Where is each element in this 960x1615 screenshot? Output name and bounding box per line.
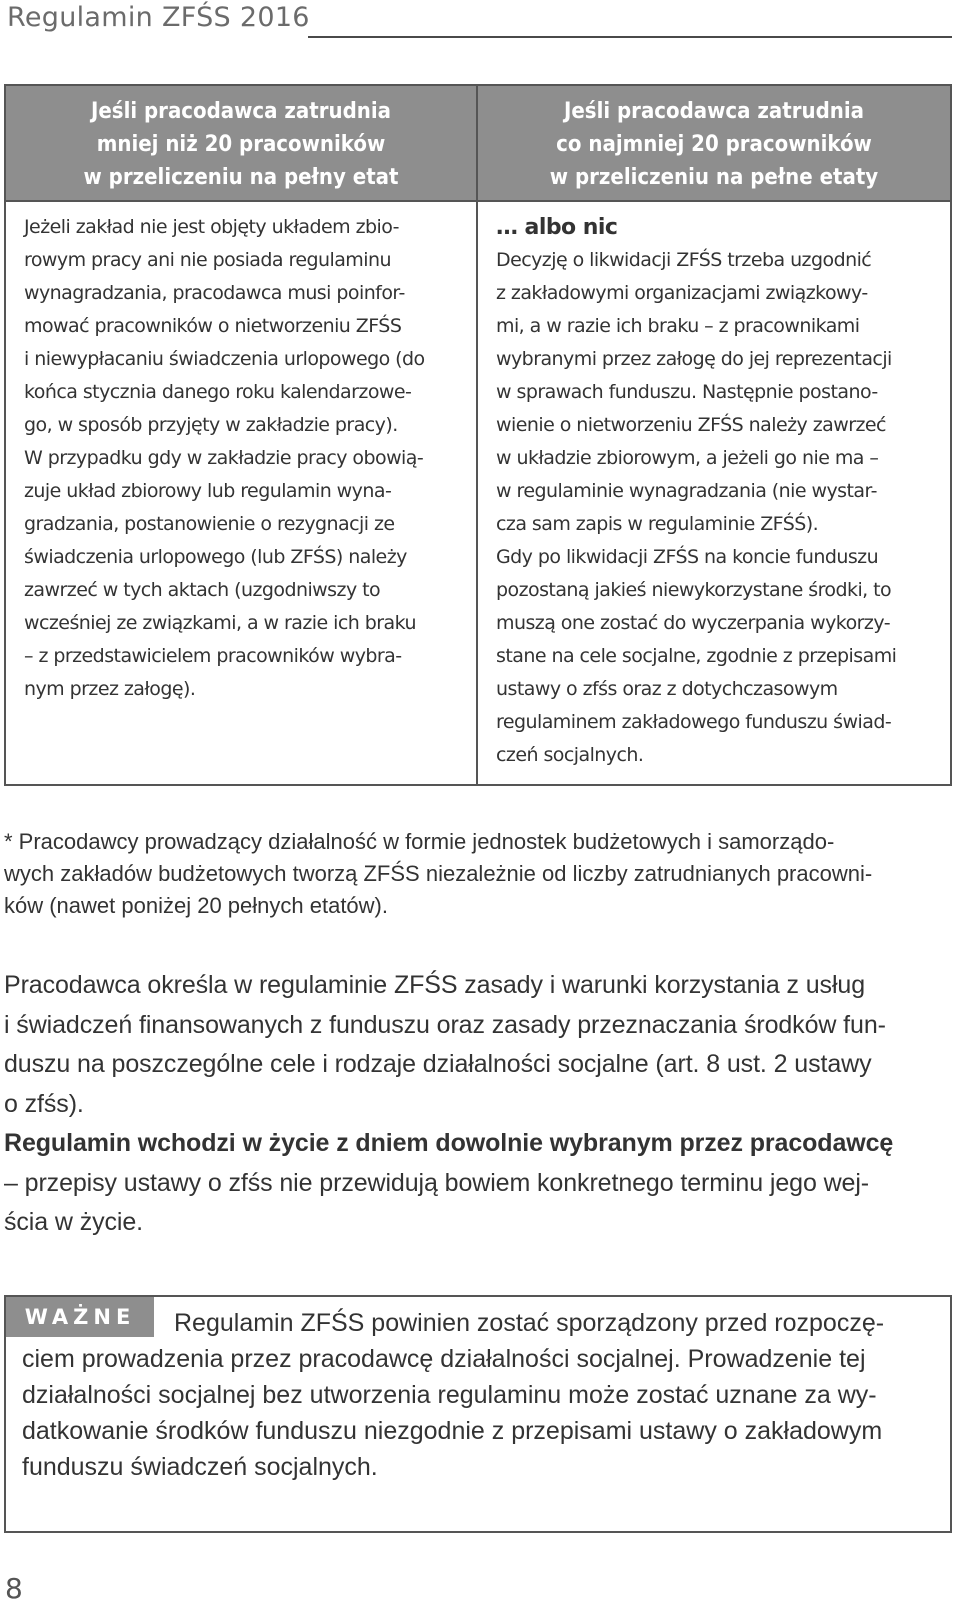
text-line: wcześniej ze związkami, a w razie ich braku xyxy=(24,612,416,634)
column-body-left xyxy=(6,202,476,706)
heading-line: w przeliczeniu na pełne etaty xyxy=(549,165,879,190)
text-line: pozostaną jakieś niewykorzystane środki, to xyxy=(496,579,892,601)
body-paragraph xyxy=(4,966,952,1243)
important-line: funduszu świadczeń socjalnych. xyxy=(22,1453,378,1481)
text-line: czeń socjalnych. xyxy=(496,744,644,766)
text-line: wybranymi przez załogę do jej reprezentacji xyxy=(496,348,892,370)
text-line: cza sam zapis w regulaminie ZFŚŚ). xyxy=(496,513,819,535)
text-line: nym przez załogę). xyxy=(24,678,196,700)
important-line: datkowanie środków funduszu niezgodnie z przepisami ustawy o zakładowym xyxy=(22,1417,883,1445)
text-line: muszą one zostać do wyczerpania wykorzy- xyxy=(496,612,890,634)
footnote-line: ków (nawet poniżej 20 pełnych etatów). xyxy=(4,893,388,918)
text-line: mować pracowników o nietworzeniu ZFŚS xyxy=(24,315,402,337)
important-line: działalności socjalnej bez utworzenia regulaminu może zostać uznane za wy- xyxy=(22,1381,877,1409)
paragraph-line: o zfśs). xyxy=(4,1089,84,1118)
footnote xyxy=(4,826,952,922)
heading-line: Jeśli pracodawca zatrudnia xyxy=(91,99,391,124)
heading-line: w przeliczeniu na pełny etat xyxy=(83,165,399,190)
column-heading-left xyxy=(6,86,476,202)
text-line: go, w sposób przyjęty w zakładzie pracy). xyxy=(24,414,398,436)
paragraph-line: Pracodawca określa w regulaminie ZFŚS zasady i warunki korzystania z usług xyxy=(4,971,866,999)
text-line: i niewypłacaniu świadczenia urlopowego (do xyxy=(24,348,425,370)
table-column-left xyxy=(6,86,478,784)
text-line: Jeżeli zakład nie jest objęty układem zbio- xyxy=(24,216,399,238)
important-box xyxy=(4,1295,952,1533)
footnote-line: * Pracodawcy prowadzący działalność w formie jednostek budżetowych i samorządo- xyxy=(4,829,835,854)
text-line: Decyzję o likwidacji ZFŚS trzeba uzgodnić xyxy=(496,249,872,271)
text-line: w regulaminie wynagradzania (nie wystar- xyxy=(496,480,877,502)
text-line: wynagradzania, pracodawca musi poinfor- xyxy=(24,282,405,304)
text-line: ustawy o zfśs oraz z dotychczasowym xyxy=(496,678,838,700)
header-rule xyxy=(308,36,952,38)
page-header-title: Regulamin ZFŚS 2016 xyxy=(7,2,310,33)
comparison-table xyxy=(4,84,952,786)
text-line: – z przedstawicielem pracowników wybra- xyxy=(24,645,402,667)
footnote-line: wych zakładów budżetowych tworzą ZFŚS niezależnie od liczby zatrudnianych pracowni- xyxy=(4,861,873,886)
important-tag: WAŻNE xyxy=(6,1297,154,1337)
important-line: ciem prowadzenia przez pracodawcę działalności socjalnej. Prowadzenie tej xyxy=(22,1345,866,1373)
heading-line: co najmniej 20 pracowników xyxy=(556,132,872,157)
paragraph-line: i świadczeń finansowanych z funduszu oraz zasady przeznaczania środków fun- xyxy=(4,1010,886,1039)
important-line: Regulamin ZFŚS powinien zostać sporządzony przed rozpoczę- xyxy=(174,1309,885,1337)
table-column-right xyxy=(478,86,950,784)
heading-line: Jeśli pracodawca zatrudnia xyxy=(564,99,864,124)
heading-line: mniej niż 20 pracowników xyxy=(96,132,386,157)
paragraph-line: duszu na poszczególne cele i rodzaje działalności socjalne (art. 8 ust. 2 ustawy xyxy=(4,1050,872,1078)
text-line: zawrzeć w tych aktach (uzgodniwszy to xyxy=(24,579,381,601)
text-line: W przypadku gdy w zakładzie pracy obowią- xyxy=(24,447,424,469)
text-line: z zakładowymi organizacjami związkowy- xyxy=(496,282,868,304)
text-line: rowym pracy ani nie posiada regulaminu xyxy=(24,249,391,271)
page-number: 8 xyxy=(5,1572,23,1605)
important-text xyxy=(22,1305,938,1485)
text-line: w sprawach funduszu. Następnie postano- xyxy=(496,381,878,403)
column-heading-right xyxy=(478,86,950,202)
text-line: Gdy po likwidacji ZFŚS na koncie funduszu xyxy=(496,546,879,568)
text-line: stane na cele socjalne, zgodnie z przepisami xyxy=(496,645,897,667)
text-line: końca stycznia danego roku kalendarzowe- xyxy=(24,381,412,403)
text-line: zuje układ zbiorowy lub regulamin wyna- xyxy=(24,480,392,502)
text-line: świadczenia urlopowego (lub ZFŚS) należy xyxy=(24,546,407,568)
paragraph-line: ścia w życie. xyxy=(4,1208,144,1236)
paragraph-line: – przepisy ustawy o zfśs nie przewidują bowiem konkretnego terminu jego wej- xyxy=(4,1168,870,1197)
text-line: regulaminem zakładowego funduszu świad- xyxy=(496,711,892,733)
lead-line: … albo nic xyxy=(496,215,618,240)
text-line: gradzania, postanowienie o rezygnacji ze xyxy=(24,513,395,535)
column-body-right xyxy=(478,202,950,772)
text-line: wienie o nietworzeniu ZFŚS należy zawrzeć xyxy=(496,414,886,436)
text-line: w układzie zbiorowym, a jeżeli go nie ma – xyxy=(496,447,879,469)
text-line: mi, a w razie ich braku – z pracownikami xyxy=(496,315,860,337)
bold-statement: Regulamin wchodzi w życie z dniem dowolnie wybranym przez pracodawcę xyxy=(4,1129,894,1157)
